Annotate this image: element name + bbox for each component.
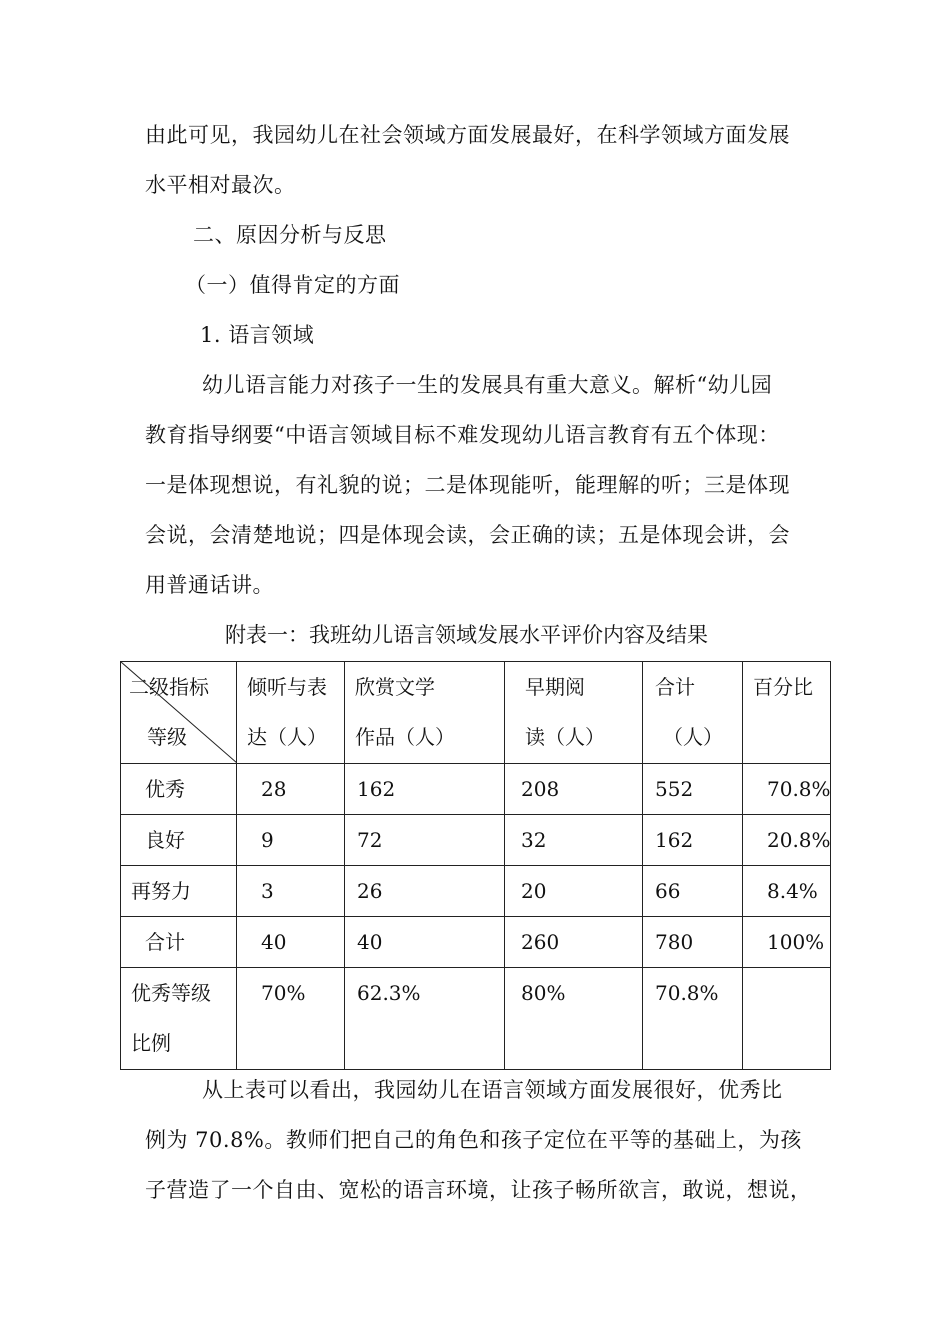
row-label: 合计: [121, 917, 237, 968]
evaluation-table: [120, 661, 831, 1070]
column-header: 百分比: [743, 662, 831, 764]
paragraph-line: 水平相对最次。: [145, 173, 296, 197]
corner-header-cell: [121, 662, 237, 764]
paragraph-line: 用普通话讲。: [145, 573, 274, 597]
table-cell: 70.8%: [643, 968, 743, 1070]
row-label: 良好: [121, 815, 237, 866]
column-header: 早期阅 读（人）: [505, 662, 643, 764]
table-cell: 26: [345, 866, 505, 917]
table-cell: 208: [505, 764, 643, 815]
paragraph-line: 会说，会清楚地说；四是体现会读，会正确的读；五是体现会讲，会: [145, 523, 790, 547]
row-label: 再努力: [121, 866, 237, 917]
table-cell: 780: [643, 917, 743, 968]
table-cell: 70%: [237, 968, 345, 1070]
paragraph-line: 一是体现想说，有礼貌的说；二是体现能听，能理解的听；三是体现: [145, 473, 790, 497]
table-cell: 40: [345, 917, 505, 968]
table-cell: 80%: [505, 968, 643, 1070]
table-cell: 9: [237, 815, 345, 866]
table-cell: 100%: [743, 917, 831, 968]
paragraph-line: 幼儿语言能力对孩子一生的发展具有重大意义。解析“幼儿园: [202, 373, 773, 397]
table-row: [121, 917, 831, 968]
table-cell: 66: [643, 866, 743, 917]
table-cell: 72: [345, 815, 505, 866]
row-label: 优秀: [121, 764, 237, 815]
table-cell: 20.8%: [743, 815, 831, 866]
column-header: 合计 （人）: [643, 662, 743, 764]
table-row: [121, 866, 831, 917]
table-cell: 260: [505, 917, 643, 968]
table-cell: 28: [237, 764, 345, 815]
section-heading: 二、原因分析与反思: [193, 223, 387, 247]
corner-label-top: 二级指标: [129, 675, 209, 699]
table-cell: 20: [505, 866, 643, 917]
table-row: [121, 815, 831, 866]
paragraph-line: 例为 70.8%。教师们把自己的角色和孩子定位在平等的基础上，为孩: [145, 1128, 802, 1152]
column-header: 倾听与表 达（人）: [237, 662, 345, 764]
paragraph-line: 从上表可以看出，我园幼儿在语言领域方面发展很好，优秀比: [202, 1078, 783, 1102]
item-heading: 1. 语言领域: [200, 323, 315, 347]
table-cell: 40: [237, 917, 345, 968]
subsection-heading: （一）值得肯定的方面: [185, 273, 400, 297]
table-cell: 8.4%: [743, 866, 831, 917]
row-label: 优秀等级 比例: [121, 968, 237, 1070]
paragraph-line: 教育指导纲要“中语言领域目标不难发现幼儿语言教育有五个体现：: [145, 423, 780, 447]
column-header: 欣赏文学 作品（人）: [345, 662, 505, 764]
table-caption: 附表一：我班幼儿语言领域发展水平评价内容及结果: [225, 623, 708, 647]
paragraph-line: 由此可见，我园幼儿在社会领域方面发展最好，在科学领域方面发展: [145, 123, 790, 147]
table-row: [121, 764, 831, 815]
table-cell: 62.3%: [345, 968, 505, 1070]
table-cell: 552: [643, 764, 743, 815]
table-header-row: [121, 662, 831, 764]
table-cell: 162: [643, 815, 743, 866]
table-cell: 162: [345, 764, 505, 815]
table-cell: 3: [237, 866, 345, 917]
table-cell: 32: [505, 815, 643, 866]
paragraph-line: 子营造了一个自由、宽松的语言环境，让孩子畅所欲言，敢说，想说，: [145, 1178, 812, 1202]
table-row: [121, 968, 831, 1070]
table-cell: 70.8%: [743, 764, 831, 815]
table-cell: [743, 968, 831, 1070]
corner-label-bottom: 等级: [147, 725, 187, 749]
